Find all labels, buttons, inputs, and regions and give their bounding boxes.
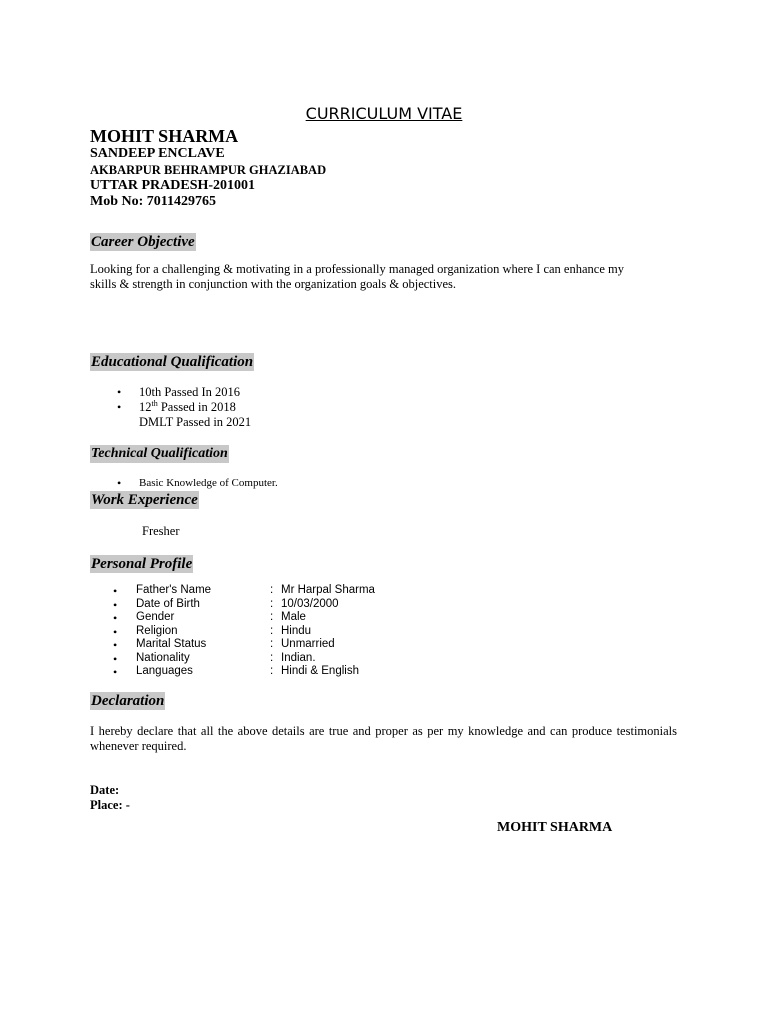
address-line-1: SANDEEP ENCLAVE bbox=[90, 146, 225, 161]
profile-value: Mr Harpal Sharma bbox=[281, 584, 375, 596]
education-item-12th bbox=[139, 400, 236, 415]
bullet: • bbox=[113, 584, 118, 598]
profile-value: Hindi & English bbox=[281, 665, 359, 677]
signature-name: MOHIT SHARMA bbox=[497, 820, 613, 835]
technical-item: Basic Knowledge of Computer. bbox=[139, 477, 278, 489]
education-item-10th: 10th Passed In 2016 bbox=[139, 385, 241, 399]
education-item-12th-number: 12 bbox=[139, 400, 152, 414]
bullet: • bbox=[117, 476, 122, 490]
profile-colon: : bbox=[270, 611, 274, 623]
education-item-12th-text: Passed in 2018 bbox=[157, 400, 236, 414]
profile-colon: : bbox=[270, 597, 274, 610]
declaration-heading: Declaration bbox=[91, 693, 165, 709]
candidate-name: MOHIT SHARMA bbox=[90, 126, 239, 146]
date-label: Date: bbox=[90, 783, 120, 797]
bullet: • bbox=[113, 611, 118, 625]
bullet: • bbox=[113, 651, 118, 666]
profile-colon: : bbox=[270, 584, 274, 596]
bullet: • bbox=[113, 624, 118, 639]
mobile-number: Mob No: 7011429765 bbox=[90, 194, 216, 209]
bullet: • bbox=[113, 665, 118, 679]
profile-colon: : bbox=[270, 624, 274, 637]
profile-label: Gender bbox=[136, 611, 175, 623]
work-experience-value: Fresher bbox=[142, 524, 180, 538]
profile-label: Languages bbox=[136, 665, 193, 677]
address-line-3: UTTAR PRADESH-201001 bbox=[90, 178, 256, 193]
address-line-2: AKBARPUR BEHRAMPUR GHAZIABAD bbox=[90, 163, 327, 177]
profile-label: Religion bbox=[136, 624, 178, 637]
profile-value: Male bbox=[281, 611, 306, 623]
place-label: Place: - bbox=[90, 798, 130, 812]
profile-value: 10/03/2000 bbox=[281, 597, 339, 610]
bullet: • bbox=[117, 385, 122, 399]
profile-label: Father's Name bbox=[136, 584, 212, 596]
profile-label: Nationality bbox=[136, 651, 190, 664]
education-item-12th-suffix: th bbox=[151, 398, 158, 408]
education-heading: Educational Qualification bbox=[91, 354, 254, 370]
profile-label: Date of Birth bbox=[136, 597, 200, 610]
declaration-text: I hereby declare that all the above details are true and proper as per my knowledge and can produce testimonials whenever required. bbox=[90, 724, 677, 753]
bullet: • bbox=[117, 400, 122, 414]
profile-value: Hindu bbox=[281, 624, 312, 637]
bullet: • bbox=[113, 638, 118, 652]
profile-colon: : bbox=[270, 651, 274, 664]
profile-colon: : bbox=[270, 665, 274, 677]
profile-value: Indian. bbox=[281, 651, 316, 664]
profile-value: Unmarried bbox=[281, 638, 335, 650]
document-title: CURRICULUM VITAE bbox=[305, 104, 463, 123]
career-objective-heading: Career Objective bbox=[91, 234, 195, 250]
career-objective-line-1: Looking for a challenging & motivating in a professionally managed organization where I can enhance my bbox=[90, 262, 624, 276]
profile-colon: : bbox=[270, 638, 274, 650]
career-objective-line-2: skills & strength in conjunction with the organization goals & objectives. bbox=[90, 277, 457, 291]
profile-label: Marital Status bbox=[136, 638, 207, 650]
bullet: • bbox=[113, 597, 118, 612]
work-experience-heading: Work Experience bbox=[91, 492, 198, 508]
technical-heading: Technical Qualification bbox=[91, 446, 228, 461]
personal-profile-heading: Personal Profile bbox=[91, 556, 193, 572]
education-item-dmlt: DMLT Passed in 2021 bbox=[139, 415, 252, 429]
